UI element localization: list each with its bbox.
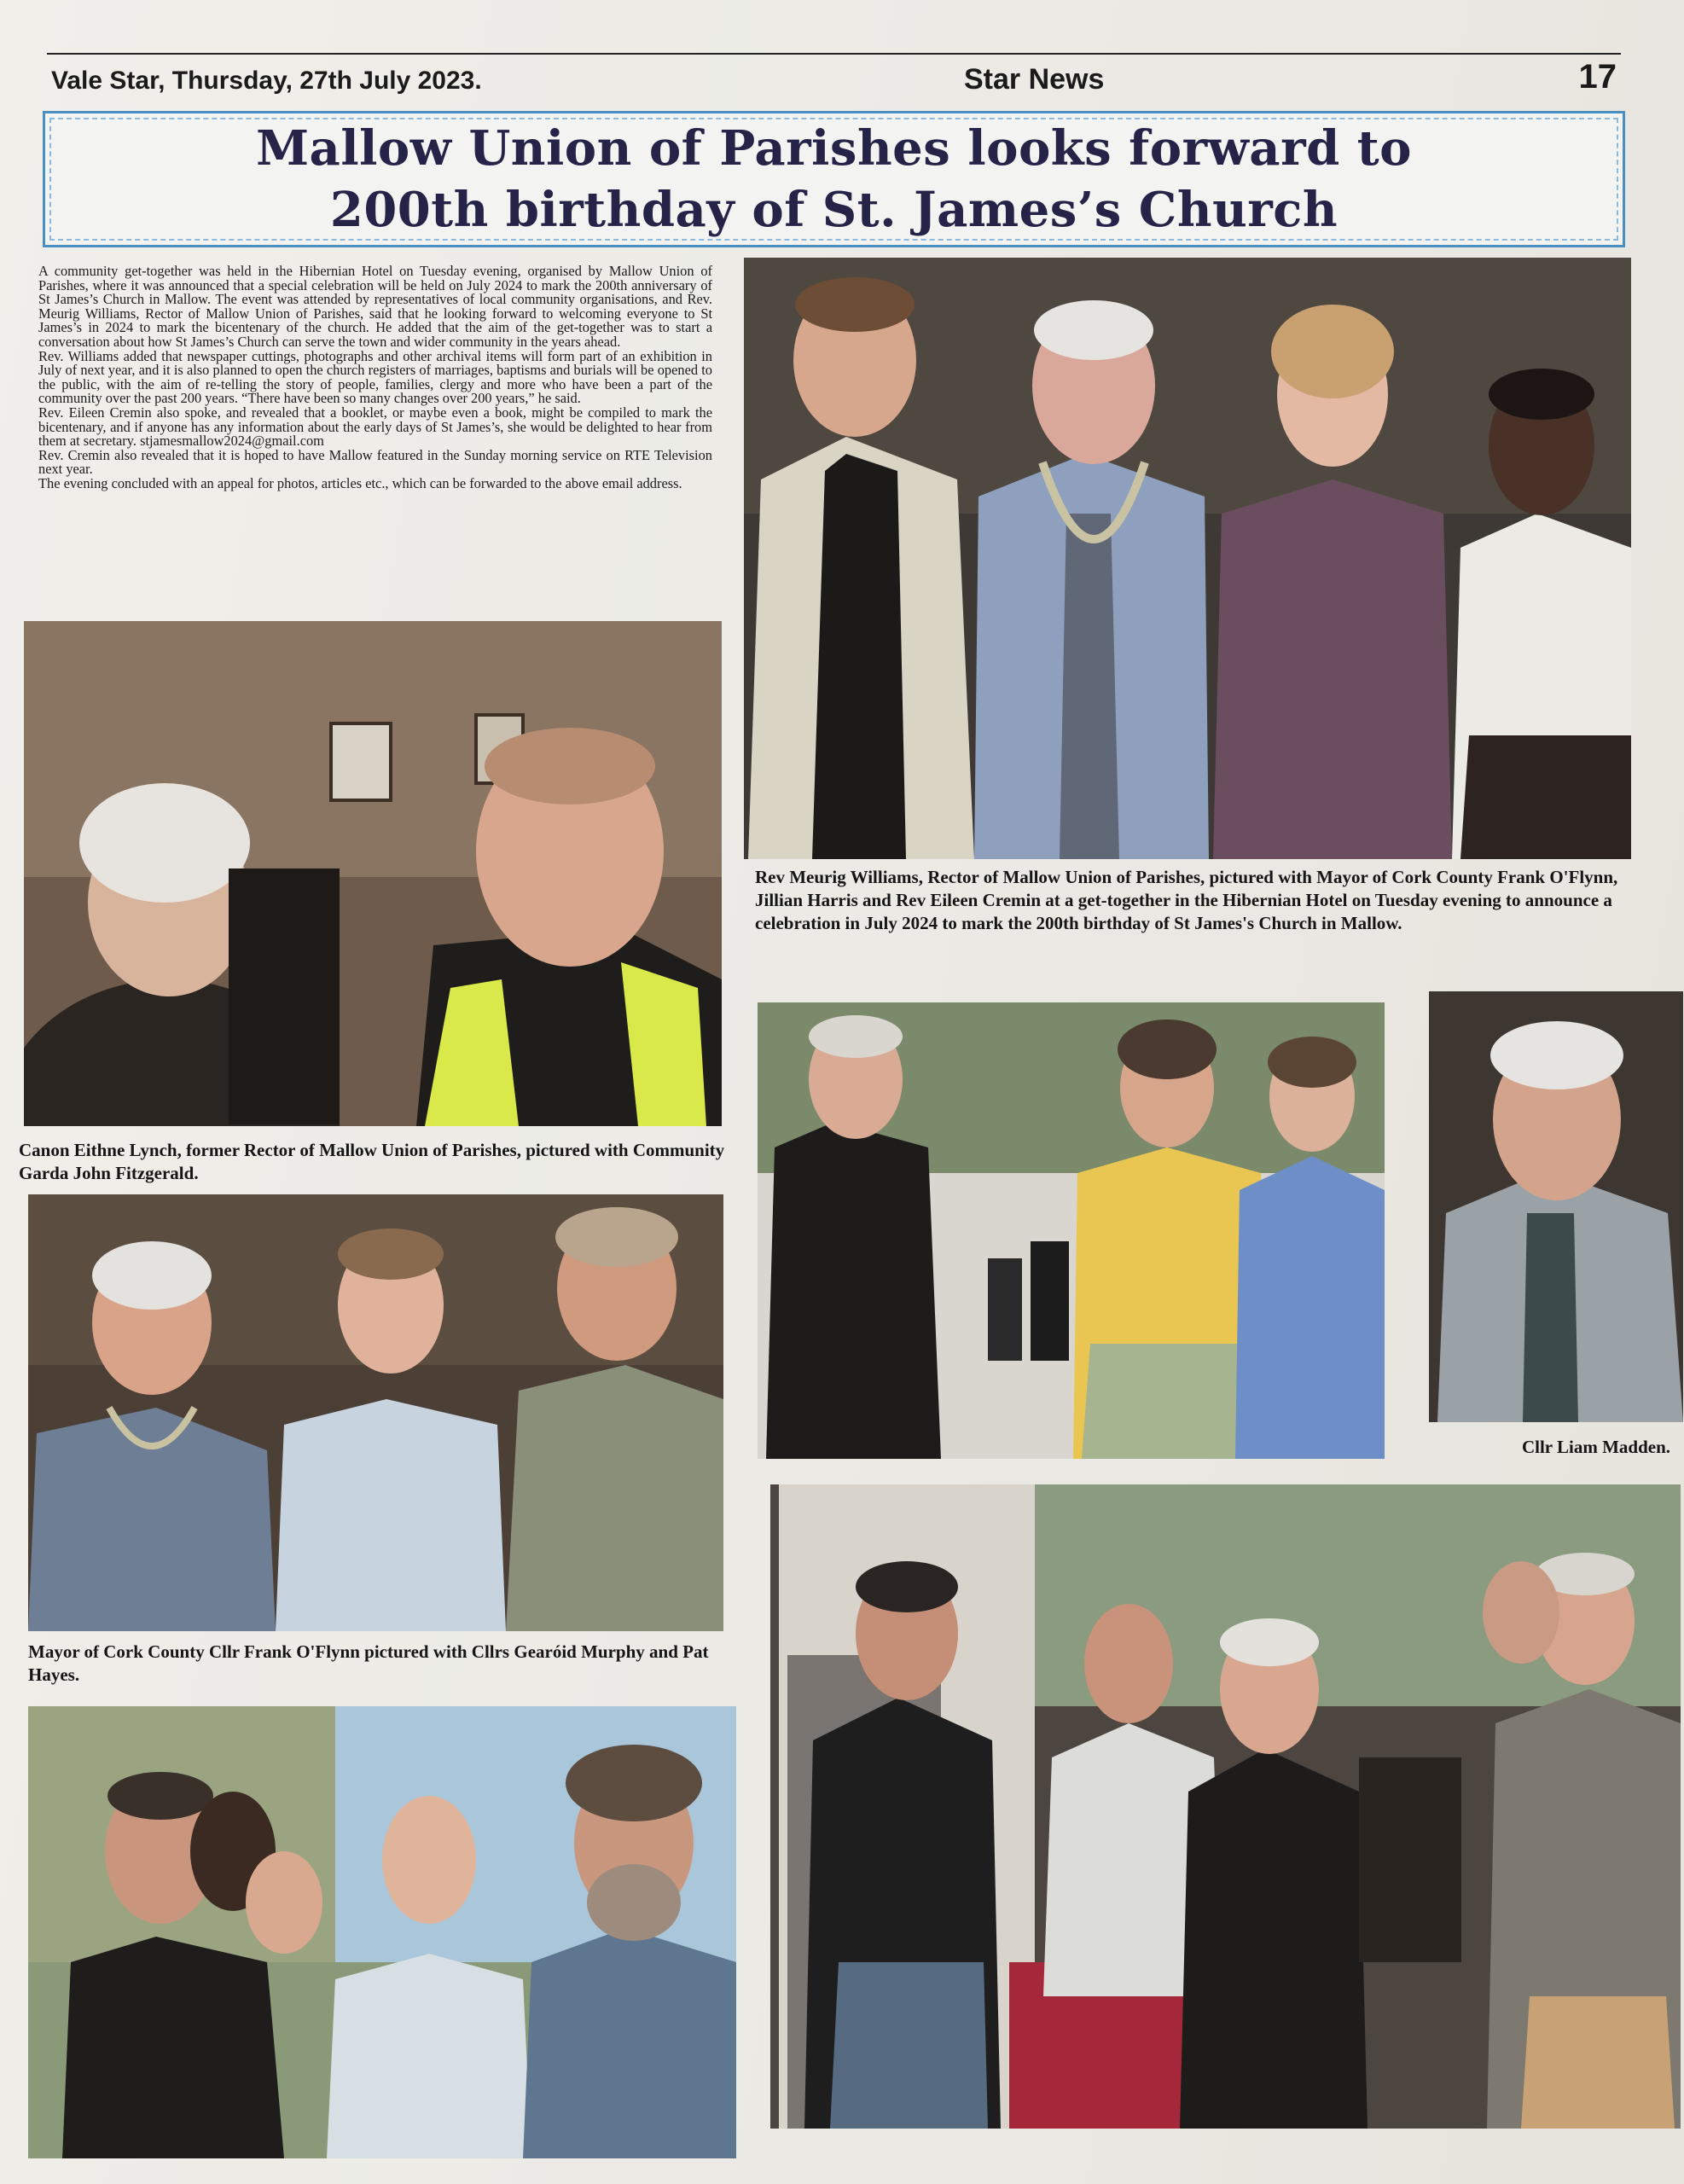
page-number: 17: [1578, 58, 1617, 96]
caption-mayor-with-cllrs: Mayor of Cork County Cllr Frank O'Flynn pictured with Cllrs Gearóid Murphy and Pat Hayes.: [28, 1641, 709, 1685]
page-header: [47, 53, 1621, 101]
article-body: [38, 264, 712, 491]
article-paragraph: Rev. Eileen Cremin also spoke, and revealed that a booklet, or maybe even a book, might be compiled to mark the bicentenary, and if anyone has any information about the early days of St James’s, she would be delighted to hear from them at secretary. stjamesmallow2024@gmail.com: [38, 404, 712, 450]
photo-main-rector-mayor: [744, 258, 1631, 859]
publication-date: Vale Star, Thursday, 27th July 2023.: [51, 67, 482, 95]
photo-canon-and-garda: [24, 621, 722, 1126]
photo-group-bottom-left: [28, 1706, 736, 2158]
headline-box: [43, 111, 1625, 247]
caption-main: Rev Meurig Williams, Rector of Mallow Union of Parishes, pictured with Mayor of Cork County Frank O'Flynn, Jillian Harris and Rev Eileen Cremin at a get-together in the Hibernian Hotel on Tuesday evening to announce a celebration in July 2024 to mark the 200th birthday of St James's Church in Mallow.: [755, 867, 1618, 933]
photo-priest-with-women: [758, 1002, 1385, 1459]
article-paragraph: A community get-together was held in the Hibernian Hotel on Tuesday evening, organised by Mallow Union of Parishes, where it was announced that a special celebration will be held on July 2024 to mark the 200th anniversary of St James’s Church in Mallow. The event was attended by representatives of local community organisations, and Rev. Meurig Williams, Rector of Mallow Union of Parishes, said that he looking forward to welcoming everyone to St James’s in 2024 to mark the bicentenary of the church. He added that the aim of the get-together was to start a conversation about how St James’s Church can serve the town and wider community in the years ahead.: [38, 263, 712, 350]
article-paragraph: Rev. Cremin also revealed that it is hoped to have Mallow featured in the Sunday morning service on RTE Television next year.: [38, 446, 712, 478]
headline-line-1: Mallow Union of Parishes looks forward to: [256, 120, 1412, 177]
caption-madden: Cllr Liam Madden.: [1521, 1437, 1670, 1457]
section-name: Star News: [964, 63, 1105, 96]
photo-group-bottom-right: [770, 1484, 1681, 2129]
photo-mayor-with-cllrs: [28, 1194, 723, 1631]
article-paragraph: The evening concluded with an appeal for photos, articles etc., which can be forwarded to the above email address.: [38, 474, 682, 491]
photo-liam-madden: [1429, 991, 1683, 1422]
caption-canon: Canon Eithne Lynch, former Rector of Mallow Union of Parishes, pictured with Community Garda John Fitzgerald.: [19, 1140, 725, 1183]
article-paragraph: Rev. Williams added that newspaper cuttings, photographs and other archival items will form part of an exhibition in July of next year, and it is also planned to open the church registers of marriages, baptisms and burials will be opened to the public, with the aim of re-telling the story of people, families, clergy and more who have been a part of the community over the past 200 years. “There have been so many changes over 200 years,” he said.: [38, 347, 712, 407]
headline-line-2: 200th birthday of St. James’s Church: [329, 182, 1338, 238]
